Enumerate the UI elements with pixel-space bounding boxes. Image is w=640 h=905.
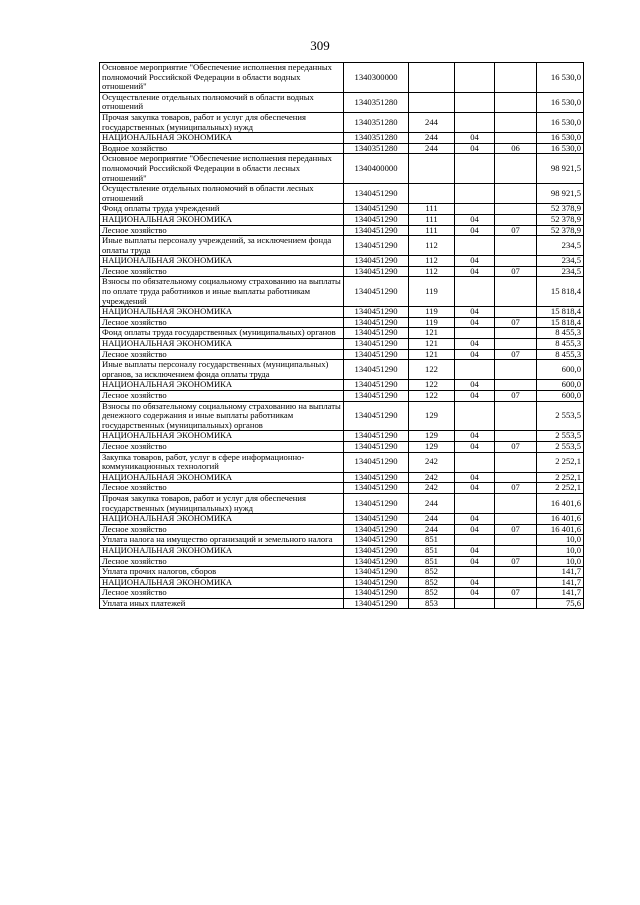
cell-section: 04	[455, 483, 495, 494]
cell-type: 244	[409, 514, 455, 525]
cell-code: 1340451290	[344, 266, 409, 277]
cell-section: 04	[455, 143, 495, 154]
cell-amount: 98 921,5	[537, 184, 584, 204]
cell-type	[409, 154, 455, 184]
table-row	[100, 598, 584, 609]
cell-code: 1340300000	[344, 63, 409, 93]
cell-subsection	[495, 277, 537, 307]
cell-amount: 234,5	[537, 266, 584, 277]
cell-subsection	[495, 63, 537, 93]
cell-section	[455, 452, 495, 472]
table-row	[100, 307, 584, 318]
cell-code: 1340451290	[344, 391, 409, 402]
table-row	[100, 225, 584, 236]
cell-code: 1340451290	[344, 307, 409, 318]
cell-name: Лесное хозяйство	[100, 483, 344, 494]
cell-subsection	[495, 493, 537, 513]
cell-name: НАЦИОНАЛЬНАЯ ЭКОНОМИКА	[100, 577, 344, 588]
cell-section	[455, 154, 495, 184]
cell-code: 1340451290	[344, 225, 409, 236]
cell-name: НАЦИОНАЛЬНАЯ ЭКОНОМИКА	[100, 380, 344, 391]
cell-type	[409, 63, 455, 93]
cell-code: 1340451290	[344, 598, 409, 609]
cell-amount: 8 455,3	[537, 349, 584, 360]
cell-section	[455, 277, 495, 307]
cell-subsection	[495, 112, 537, 132]
cell-type: 851	[409, 535, 455, 546]
cell-type: 244	[409, 524, 455, 535]
cell-section: 04	[455, 307, 495, 318]
table-row	[100, 204, 584, 215]
cell-type: 129	[409, 401, 455, 431]
cell-section: 04	[455, 556, 495, 567]
cell-section	[455, 360, 495, 380]
cell-subsection	[495, 339, 537, 350]
table-row	[100, 143, 584, 154]
cell-name: НАЦИОНАЛЬНАЯ ЭКОНОМИКА	[100, 307, 344, 318]
cell-code: 1340451290	[344, 328, 409, 339]
cell-subsection	[495, 360, 537, 380]
cell-code: 1340451290	[344, 493, 409, 513]
cell-amount: 10,0	[537, 556, 584, 567]
cell-amount: 16 530,0	[537, 112, 584, 132]
cell-subsection: 07	[495, 588, 537, 599]
cell-code: 1340351280	[344, 92, 409, 112]
cell-section: 04	[455, 545, 495, 556]
cell-subsection	[495, 256, 537, 267]
cell-name: Прочая закупка товаров, работ и услуг для обеспечения государственных (муниципальных) нужд	[100, 112, 344, 132]
cell-type: 244	[409, 493, 455, 513]
cell-type: 244	[409, 133, 455, 144]
cell-code: 1340451290	[344, 483, 409, 494]
cell-section: 04	[455, 472, 495, 483]
cell-amount: 52 378,9	[537, 225, 584, 236]
cell-code: 1340451290	[344, 277, 409, 307]
cell-section	[455, 567, 495, 578]
cell-name: Взносы по обязательному социальному страхованию на выплаты по оплате труда работников и иные выплаты работникам учреждений	[100, 277, 344, 307]
cell-name: НАЦИОНАЛЬНАЯ ЭКОНОМИКА	[100, 545, 344, 556]
cell-subsection: 07	[495, 266, 537, 277]
cell-subsection	[495, 328, 537, 339]
cell-section: 04	[455, 214, 495, 225]
cell-type: 852	[409, 577, 455, 588]
cell-code: 1340451290	[344, 556, 409, 567]
table-row	[100, 349, 584, 360]
cell-amount: 52 378,9	[537, 204, 584, 215]
table-row	[100, 401, 584, 431]
cell-code: 1340451290	[344, 514, 409, 525]
cell-section: 04	[455, 577, 495, 588]
table-row	[100, 493, 584, 513]
cell-code: 1340451290	[344, 236, 409, 256]
cell-code: 1340451290	[344, 452, 409, 472]
cell-type: 119	[409, 317, 455, 328]
cell-section	[455, 401, 495, 431]
cell-name: НАЦИОНАЛЬНАЯ ЭКОНОМИКА	[100, 431, 344, 442]
cell-section: 04	[455, 524, 495, 535]
cell-amount: 2 553,5	[537, 431, 584, 442]
cell-subsection: 07	[495, 391, 537, 402]
cell-type: 112	[409, 256, 455, 267]
cell-subsection	[495, 472, 537, 483]
cell-amount: 75,6	[537, 598, 584, 609]
cell-section	[455, 493, 495, 513]
table-row	[100, 391, 584, 402]
cell-section: 04	[455, 349, 495, 360]
cell-section: 04	[455, 588, 495, 599]
cell-amount: 234,5	[537, 236, 584, 256]
table-row	[100, 588, 584, 599]
cell-amount: 16 401,6	[537, 493, 584, 513]
table-row	[100, 431, 584, 442]
table-row	[100, 472, 584, 483]
cell-type: 852	[409, 588, 455, 599]
cell-code: 1340451290	[344, 535, 409, 546]
cell-amount: 2 553,5	[537, 441, 584, 452]
cell-name: НАЦИОНАЛЬНАЯ ЭКОНОМИКА	[100, 133, 344, 144]
cell-code: 1340451290	[344, 184, 409, 204]
cell-subsection	[495, 236, 537, 256]
cell-subsection: 07	[495, 349, 537, 360]
cell-section: 04	[455, 317, 495, 328]
budget-table	[99, 62, 584, 609]
cell-amount: 141,7	[537, 588, 584, 599]
table-row	[100, 524, 584, 535]
table-row	[100, 452, 584, 472]
cell-code: 1340451290	[344, 401, 409, 431]
cell-subsection	[495, 514, 537, 525]
cell-section: 04	[455, 441, 495, 452]
cell-subsection	[495, 214, 537, 225]
cell-name: Лесное хозяйство	[100, 556, 344, 567]
cell-section	[455, 328, 495, 339]
cell-type: 851	[409, 556, 455, 567]
cell-amount: 16 401,6	[537, 514, 584, 525]
table-row	[100, 567, 584, 578]
cell-subsection	[495, 598, 537, 609]
cell-subsection	[495, 92, 537, 112]
cell-name: Лесное хозяйство	[100, 225, 344, 236]
cell-type: 851	[409, 545, 455, 556]
cell-amount: 2 252,1	[537, 472, 584, 483]
cell-code: 1340351280	[344, 143, 409, 154]
cell-amount: 16 530,0	[537, 133, 584, 144]
cell-code: 1340451290	[344, 545, 409, 556]
table-row	[100, 380, 584, 391]
cell-code: 1340351280	[344, 112, 409, 132]
cell-type: 122	[409, 380, 455, 391]
table-row	[100, 328, 584, 339]
cell-amount: 141,7	[537, 567, 584, 578]
cell-name: Фонд оплаты труда государственных (муниципальных) органов	[100, 328, 344, 339]
cell-subsection: 07	[495, 225, 537, 236]
cell-name: Фонд оплаты труда учреждений	[100, 204, 344, 215]
cell-amount: 15 818,4	[537, 277, 584, 307]
cell-subsection	[495, 452, 537, 472]
cell-name: Лесное хозяйство	[100, 391, 344, 402]
cell-type: 122	[409, 391, 455, 402]
table-row	[100, 112, 584, 132]
cell-subsection	[495, 133, 537, 144]
cell-section	[455, 92, 495, 112]
table-row	[100, 277, 584, 307]
cell-subsection	[495, 307, 537, 318]
cell-subsection: 07	[495, 556, 537, 567]
cell-subsection	[495, 535, 537, 546]
cell-section: 04	[455, 391, 495, 402]
cell-code: 1340451290	[344, 441, 409, 452]
table-row	[100, 317, 584, 328]
cell-code: 1340451290	[344, 567, 409, 578]
cell-code: 1340451290	[344, 431, 409, 442]
cell-section: 04	[455, 380, 495, 391]
cell-amount: 10,0	[537, 545, 584, 556]
cell-subsection: 07	[495, 441, 537, 452]
cell-type: 119	[409, 277, 455, 307]
cell-name: Иные выплаты персоналу государственных (муниципальных) органов, за исключением фонда оплаты труда	[100, 360, 344, 380]
cell-type: 119	[409, 307, 455, 318]
cell-name: НАЦИОНАЛЬНАЯ ЭКОНОМИКА	[100, 214, 344, 225]
table-row	[100, 545, 584, 556]
cell-amount: 141,7	[537, 577, 584, 588]
table-row	[100, 514, 584, 525]
cell-type: 112	[409, 266, 455, 277]
cell-name: НАЦИОНАЛЬНАЯ ЭКОНОМИКА	[100, 339, 344, 350]
cell-section: 04	[455, 256, 495, 267]
cell-type: 244	[409, 143, 455, 154]
cell-section: 04	[455, 225, 495, 236]
cell-name: НАЦИОНАЛЬНАЯ ЭКОНОМИКА	[100, 514, 344, 525]
cell-name: Уплата иных платежей	[100, 598, 344, 609]
cell-type: 121	[409, 328, 455, 339]
cell-type: 111	[409, 204, 455, 215]
cell-code: 1340451290	[344, 339, 409, 350]
table-row	[100, 339, 584, 350]
cell-name: Лесное хозяйство	[100, 317, 344, 328]
cell-type: 112	[409, 236, 455, 256]
cell-subsection	[495, 154, 537, 184]
cell-code: 1340451290	[344, 472, 409, 483]
cell-name: Взносы по обязательному социальному страхованию на выплаты денежного содержания и иные выплаты работникам государственных (муниципальных) органов	[100, 401, 344, 431]
cell-amount: 16 530,0	[537, 63, 584, 93]
cell-section	[455, 598, 495, 609]
cell-amount: 600,0	[537, 360, 584, 380]
cell-section	[455, 63, 495, 93]
cell-subsection: 06	[495, 143, 537, 154]
table-row	[100, 483, 584, 494]
cell-name: Лесное хозяйство	[100, 349, 344, 360]
cell-amount: 8 455,3	[537, 339, 584, 350]
cell-amount: 52 378,9	[537, 214, 584, 225]
cell-name: НАЦИОНАЛЬНАЯ ЭКОНОМИКА	[100, 256, 344, 267]
cell-amount: 8 455,3	[537, 328, 584, 339]
cell-type: 111	[409, 214, 455, 225]
cell-subsection	[495, 567, 537, 578]
table-row	[100, 92, 584, 112]
cell-code: 1340400000	[344, 154, 409, 184]
cell-subsection	[495, 184, 537, 204]
cell-code: 1340451290	[344, 577, 409, 588]
page-number: 309	[310, 38, 330, 53]
cell-amount: 600,0	[537, 380, 584, 391]
table-row	[100, 556, 584, 567]
cell-code: 1340451290	[344, 380, 409, 391]
cell-type: 111	[409, 225, 455, 236]
table-row	[100, 214, 584, 225]
cell-code: 1340451290	[344, 524, 409, 535]
cell-section	[455, 184, 495, 204]
cell-section: 04	[455, 133, 495, 144]
cell-name: Осуществление отдельных полномочий в области лесных отношений	[100, 184, 344, 204]
table-row	[100, 184, 584, 204]
cell-subsection	[495, 204, 537, 215]
cell-type	[409, 184, 455, 204]
cell-name: Иные выплаты персоналу учреждений, за исключением фонда оплаты труда	[100, 236, 344, 256]
cell-subsection	[495, 577, 537, 588]
cell-section: 04	[455, 514, 495, 525]
cell-code: 1340451290	[344, 204, 409, 215]
cell-name: Лесное хозяйство	[100, 266, 344, 277]
cell-type: 242	[409, 452, 455, 472]
cell-code: 1340451290	[344, 588, 409, 599]
table-row	[100, 133, 584, 144]
cell-type: 242	[409, 472, 455, 483]
cell-name: Водное хозяйство	[100, 143, 344, 154]
table-row	[100, 360, 584, 380]
cell-amount: 234,5	[537, 256, 584, 267]
cell-section: 04	[455, 431, 495, 442]
cell-section	[455, 204, 495, 215]
cell-type: 121	[409, 339, 455, 350]
cell-type: 122	[409, 360, 455, 380]
cell-type: 129	[409, 431, 455, 442]
cell-amount: 2 252,1	[537, 452, 584, 472]
cell-type: 129	[409, 441, 455, 452]
cell-name: Лесное хозяйство	[100, 524, 344, 535]
cell-name: НАЦИОНАЛЬНАЯ ЭКОНОМИКА	[100, 472, 344, 483]
cell-name: Основное мероприятие "Обеспечение исполнения переданных полномочий Российской Федерации в области водных отношений"	[100, 63, 344, 93]
cell-code: 1340451290	[344, 360, 409, 380]
cell-subsection: 07	[495, 524, 537, 535]
cell-amount: 98 921,5	[537, 154, 584, 184]
cell-amount: 16 401,6	[537, 524, 584, 535]
cell-section	[455, 112, 495, 132]
cell-section: 04	[455, 339, 495, 350]
cell-name: Основное мероприятие "Обеспечение исполнения переданных полномочий Российской Федерации в области лесных отношений"	[100, 154, 344, 184]
cell-name: Уплата прочих налогов, сборов	[100, 567, 344, 578]
cell-amount: 16 530,0	[537, 143, 584, 154]
cell-subsection	[495, 380, 537, 391]
table-row	[100, 441, 584, 452]
table-row	[100, 577, 584, 588]
cell-amount: 10,0	[537, 535, 584, 546]
cell-subsection: 07	[495, 483, 537, 494]
cell-name: Закупка товаров, работ, услуг в сфере информационно-коммуникационных технологий	[100, 452, 344, 472]
table-row	[100, 535, 584, 546]
cell-type	[409, 92, 455, 112]
table-body	[100, 63, 584, 609]
cell-code: 1340351280	[344, 133, 409, 144]
table-row	[100, 236, 584, 256]
cell-code: 1340451290	[344, 349, 409, 360]
table-row	[100, 63, 584, 93]
cell-name: Уплата налога на имущество организаций и земельного налога	[100, 535, 344, 546]
cell-type: 242	[409, 483, 455, 494]
cell-name: Лесное хозяйство	[100, 441, 344, 452]
cell-amount: 15 818,4	[537, 317, 584, 328]
table-row	[100, 266, 584, 277]
cell-subsection: 07	[495, 317, 537, 328]
cell-subsection	[495, 401, 537, 431]
cell-section	[455, 236, 495, 256]
cell-type: 244	[409, 112, 455, 132]
cell-subsection	[495, 431, 537, 442]
cell-type: 853	[409, 598, 455, 609]
table-row	[100, 154, 584, 184]
cell-section: 04	[455, 266, 495, 277]
cell-name: Прочая закупка товаров, работ и услуг для обеспечения государственных (муниципальных) нужд	[100, 493, 344, 513]
cell-name: Осуществление отдельных полномочий в области водных отношений	[100, 92, 344, 112]
cell-code: 1340451290	[344, 317, 409, 328]
cell-section	[455, 535, 495, 546]
cell-amount: 15 818,4	[537, 307, 584, 318]
cell-type: 852	[409, 567, 455, 578]
cell-amount: 16 530,0	[537, 92, 584, 112]
cell-name: Лесное хозяйство	[100, 588, 344, 599]
cell-code: 1340451290	[344, 256, 409, 267]
cell-type: 121	[409, 349, 455, 360]
table-row	[100, 256, 584, 267]
cell-amount: 600,0	[537, 391, 584, 402]
cell-subsection	[495, 545, 537, 556]
cell-code: 1340451290	[344, 214, 409, 225]
cell-amount: 2 553,5	[537, 401, 584, 431]
cell-amount: 2 252,1	[537, 483, 584, 494]
